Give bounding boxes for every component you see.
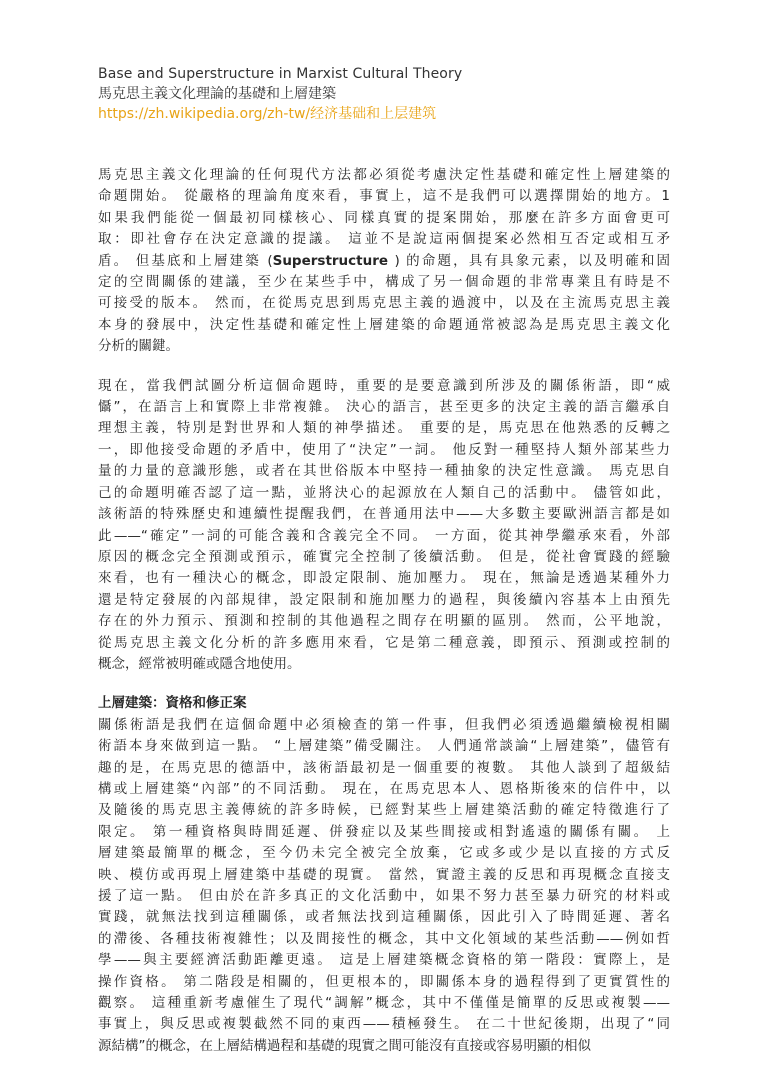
source-link[interactable]: https://zh.wikipedia.org/zh-tw/经济基础和上层建筑: [98, 106, 437, 122]
text-line: 己的命題明確否認了這一點，並將決心的起源放在人類自己的活動中。 儘管如此，: [98, 484, 670, 501]
text-line: 層建築最簡單的概念，至今仍未完全被完全放棄，它或多或少是以直接的方式反: [98, 845, 670, 862]
text-line: 限定。 第一種資格與時間延遲、併發症以及某些間接或相對遙遠的關係有關。 上: [98, 823, 670, 840]
text-line: 盾。 但基底和上層建築 (Superstructure ) 的命題，具有具象元素，以及明確和固: [98, 252, 670, 269]
text-line: 量的力量的意識形態，或者在其世俗版本中堅持一種抽象的決定性意識。 馬克思自: [98, 463, 670, 480]
text-line: 可接受的版本。 然而，在從馬克思到馬克思主義的過渡中，以及在主流馬克思主義: [98, 295, 670, 312]
text-line: 還是特定發展的內部規律，設定限制和施加壓力的過程，與後續內容基本上由預先: [98, 591, 670, 608]
text-line: 概念，經常被明確或隱含地使用。: [98, 655, 301, 672]
text-line: 現在，當我們試圖分析這個命題時，重要的是要意識到所涉及的關係術語，即“威: [98, 377, 670, 394]
section-heading: 上層建築：資格和修正案: [98, 695, 247, 712]
text-line: 觀察。 這種重新考慮催生了現代“調解”概念，其中不僅僅是簡單的反思或複製——: [98, 995, 670, 1012]
text-line: 操作資格。 第二階段是相關的，但更根本的，即關係本身的過程得到了更實質性的: [98, 973, 670, 990]
text-line: 懾”，在語言上和實際上非常複雜。 決心的語言，甚至更多的決定主義的語言繼承自: [98, 399, 670, 416]
text-line: 及隨後的馬克思主義傳統的許多時候，已經對某些上層建築活動的確定特徵進行了: [98, 802, 670, 819]
text-line: 趣的是，在馬克思的德語中，該術語最初是一個重要的複數。 其他人談到了超級結: [98, 759, 670, 776]
article-body: [98, 165, 670, 1057]
text-line: 如果我們能從一個最初同樣核心、同樣真實的提案開始，那麼在許多方面會更可: [98, 209, 670, 226]
paragraph-superstructure: [98, 715, 670, 1058]
text-line: 實踐，就無法找到這種關係，或者無法找到這種關係，因此引入了時間延遲、著名: [98, 909, 670, 926]
text-line: 此——“確定”一詞的可能含義和含義完全不同。 一方面，從其神學繼承來看，外部: [98, 527, 670, 544]
text-line: 該術語的特殊歷史和連續性提醒我們，在普通用法中——大多數主要歐洲語言都是如: [98, 506, 670, 523]
text-line: 命題開始。 從嚴格的理論角度來看，事實上，這不是我們可以選擇開始的地方。1: [98, 188, 670, 205]
document-subtitle: 馬克思主義文化理論的基礎和上層建築: [98, 86, 336, 102]
text-line: 存在的外力預示、預測和控制的其他過程之間存在明顯的區別。 然而，公平地說，: [98, 613, 670, 630]
text-line: 來看，也有一種決心的概念，即設定限制、施加壓力。 現在，無論是透過某種外力: [98, 570, 670, 587]
text-line: 理想主義，特別是對世界和人類的神學描述。 重要的是，馬克思在他熟悉的反轉之: [98, 420, 670, 437]
text-line: 構或上層建築“內部”的不同活動。 現在，在馬克思本人、恩格斯後來的信件中，以: [98, 780, 670, 797]
paragraph-determination: [98, 376, 670, 676]
document-page: [98, 64, 670, 1075]
text-line: 一，即他接受命題的矛盾中，使用了“決定”一詞。 他反對一種堅持人類外部某些力: [98, 441, 670, 458]
text-line: 原因的概念完全預測或預示，確實完全控制了後續活動。 但是，從社會實踐的經驗: [98, 548, 670, 565]
text-line: 術語本身來做到這一點。 “上層建築”備受關注。 人們通常談論“上層建築”，儘管有: [98, 738, 670, 755]
text-line: 分析的關鍵。: [98, 338, 179, 355]
text-line: 定的空間關係的建議，至少在某些手中，構成了另一個命題的非常專業且有時是不: [98, 274, 670, 291]
text-line: 馬克思主義文化理論的任何現代方法都必須從考慮決定性基礎和確定性上層建築的: [98, 167, 670, 183]
text-line: 的滯後、各種技術複雜性；以及間接性的概念，其中文化領域的某些活動——例如哲: [98, 930, 670, 947]
document-title: Base and Superstructure in Marxist Cultural Theory: [98, 66, 463, 82]
bold-term: Superstructure: [272, 252, 389, 269]
text-line: 援了這一點。 但由於在許多真正的文化活動中，如果不努力甚至暴力研究的材料或: [98, 888, 670, 904]
text-line: 關係術語是我們在這個命題中必須檢查的第一件事，但我們必須透過繼續檢視相關: [98, 716, 670, 733]
text-line: 事實上，與反思或複製截然不同的東西——積極發生。 在二十世紀後期，出現了“同: [98, 1016, 670, 1033]
text-line: 映、模仿或再現上層建築中基礎的現實。 當然，實證主義的反思和再現概念直接支: [98, 866, 670, 883]
text-line: 源結構”的概念，在上層結構過程和基礎的現實之間可能沒有直接或容易明顯的相似: [98, 1037, 591, 1054]
text-line: 學——與主要經濟活動距離更遠。 這是上層建築概念資格的第一階段：實際上，是: [98, 952, 670, 969]
text-line: 從馬克思主義文化分析的許多應用來看，它是第二種意義，即預示、預測或控制的: [98, 634, 670, 651]
text-line: 取：即社會存在決定意識的提議。 這並不是說這兩個提案必然相互否定或相互矛: [98, 231, 670, 248]
text-line: 本身的發展中，決定性基礎和確定性上層建築的命題通常被認為是馬克思主義文化: [98, 316, 670, 333]
paragraph-intro: [98, 165, 670, 358]
